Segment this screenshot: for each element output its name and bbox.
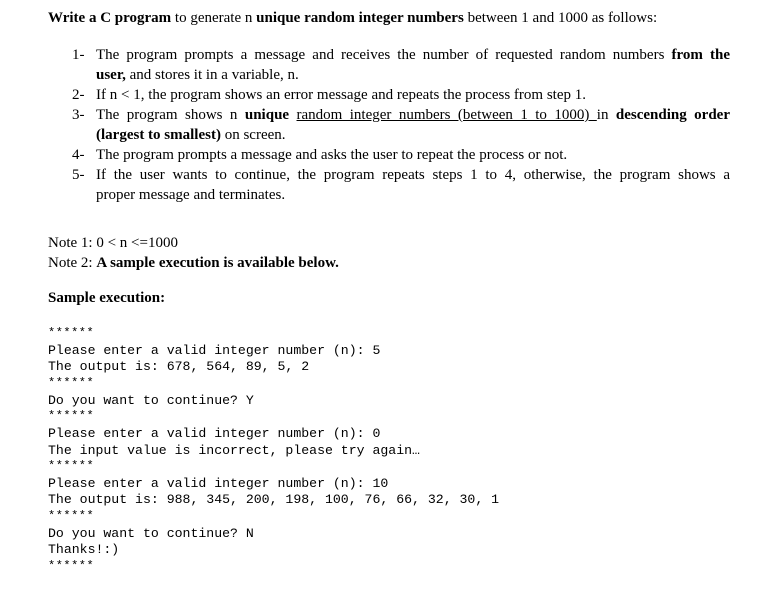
- step-1-line-2: [96, 67, 299, 84]
- note-2: [48, 255, 339, 272]
- note-1: Note 1: 0 < n <=1000: [48, 235, 178, 251]
- console-line: Please enter a valid integer number (n): 5: [48, 343, 381, 358]
- step-bold-text: descending order: [615, 107, 730, 123]
- step-text: on screen.: [220, 127, 286, 143]
- console-line: Please enter a valid integer number (n): 0: [48, 426, 381, 441]
- step-text: The program prompts a message and receives the number of requested random numbers: [96, 47, 672, 63]
- console-separator: ******: [48, 409, 95, 423]
- step-number: 2-: [72, 87, 85, 103]
- step-5-line-1: If the user wants to continue, the program repeats steps 1 to 4, otherwise, the program shows a: [96, 167, 730, 183]
- step-5-line-2: proper message and terminates.: [96, 187, 286, 203]
- intro-text-1: to generate n: [171, 10, 257, 26]
- step-bold-text: unique: [244, 107, 290, 123]
- console-line: Please enter a valid integer number (n): 10: [48, 476, 389, 491]
- note-2-bold: A sample execution is available below.: [96, 255, 339, 271]
- intro-bold-1: Write a C program: [48, 10, 172, 26]
- step-3-line-1: [96, 107, 730, 124]
- step-bold-text: (largest to smallest): [96, 127, 221, 143]
- sample-heading-text: Sample execution:: [48, 290, 166, 306]
- step-number: 4-: [72, 147, 85, 163]
- step-4-line-1: The program prompts a message and asks the user to repeat the process or not.: [96, 147, 568, 163]
- note-2-prefix: Note 2:: [48, 255, 97, 271]
- console-line: The output is: 678, 564, 89, 5, 2: [48, 359, 310, 374]
- step-3-line-2: [96, 127, 286, 144]
- step-1-line-1: [96, 47, 730, 64]
- step-text: and stores it in a variable, n.: [125, 67, 299, 83]
- console-separator: ******: [48, 559, 95, 573]
- step-text: The program shows n: [96, 107, 245, 123]
- console-separator: ******: [48, 376, 95, 390]
- step-number: 1-: [72, 47, 85, 63]
- intro-line: [48, 10, 657, 27]
- console-line: Do you want to continue? N: [48, 526, 254, 541]
- step-underlined-text: random integer numbers (between 1 to 1000): [296, 107, 597, 123]
- console-separator: ******: [48, 459, 95, 473]
- console-separator: ******: [48, 509, 95, 523]
- intro-bold-2: unique random integer numbers: [256, 10, 464, 26]
- step-text: [289, 107, 296, 123]
- step-number: 3-: [72, 107, 85, 123]
- console-line: Thanks!:): [48, 542, 120, 557]
- step-2-line-1: If n < 1, the program shows an error message and repeats the process from step 1.: [96, 87, 586, 103]
- intro-text-2: between 1 and 1000 as follows:: [463, 10, 658, 26]
- console-line: Do you want to continue? Y: [48, 393, 254, 408]
- console-separator: ******: [48, 326, 95, 340]
- step-bold-text: user,: [96, 67, 126, 83]
- step-number: 5-: [72, 167, 85, 183]
- console-line: The input value is incorrect, please try again…: [48, 443, 420, 458]
- sample-execution-heading: [48, 290, 165, 307]
- step-text: in: [596, 107, 616, 123]
- console-line: The output is: 988, 345, 200, 198, 100, 76, 66, 32, 30, 1: [48, 492, 500, 507]
- step-bold-text: from the: [671, 47, 730, 63]
